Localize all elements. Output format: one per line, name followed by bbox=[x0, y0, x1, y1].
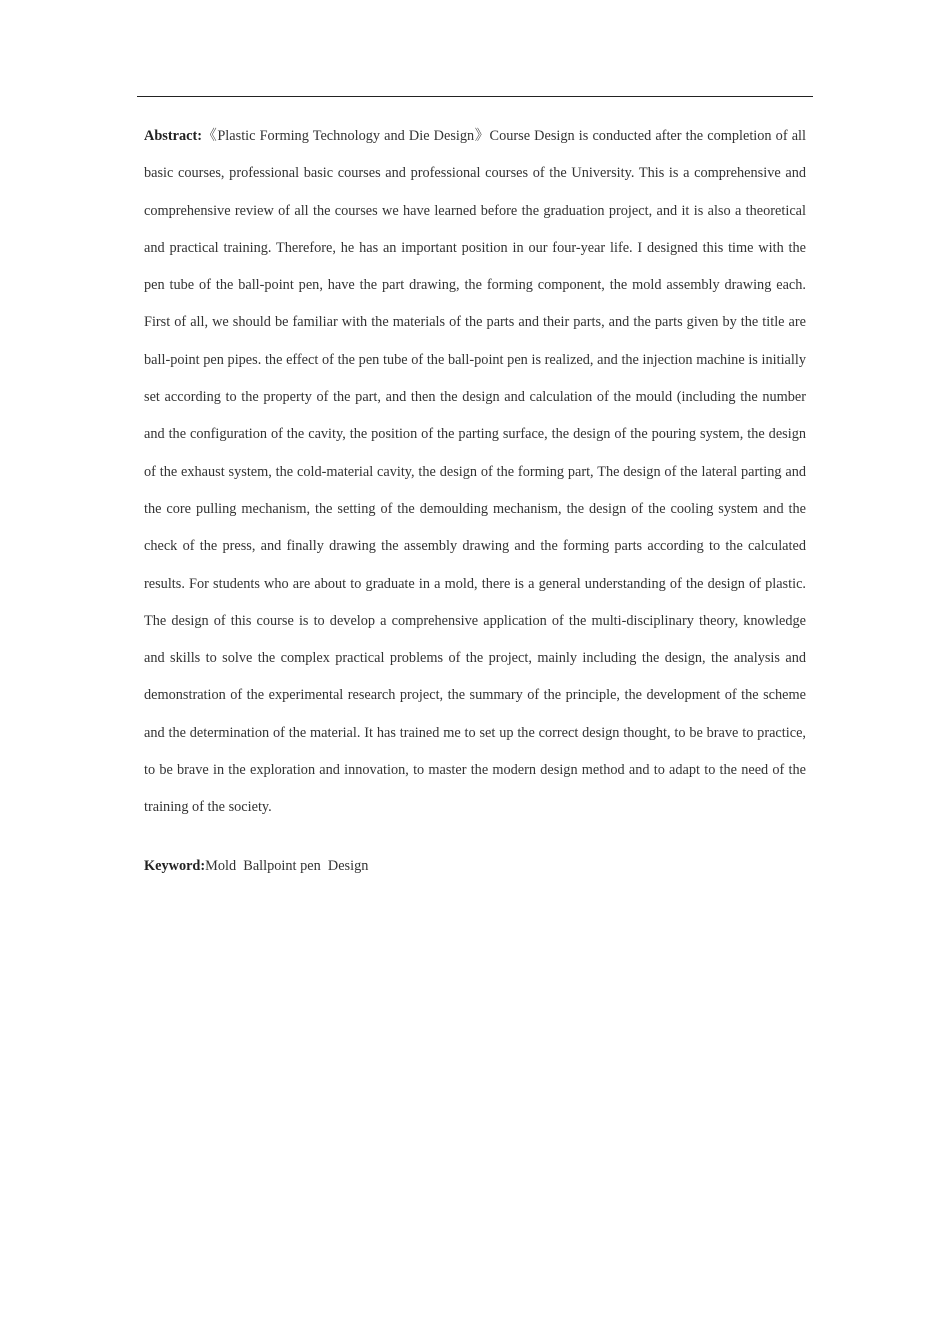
abstract-text: 《Plastic Forming Technology and Die Design》Course Design is conducted after the completion of all basic courses, professional basic courses and professional courses of the University. This is a comprehensive and comprehensive review of all the courses we have learned before the graduation project, and it is also a theoretical and practical training. Therefore, he has an important position in our four-year life. I designed this time with the pen tube of the ball-point pen, have the part drawing, the forming component, the mold assembly drawing each. First of all, we should be familiar with the materials of the parts and their parts, and the parts given by the title are ball-point pen pipes. the effect of the pen tube of the ball-point pen is realized, and the injection machine is initially set according to the property of the part, and then the design and calculation of the mould (including the number and the configuration of the cavity, the position of the parting surface, the design of the pouring system, the design of the exhaust system, the cold-material cavity, the design of the forming part, The design of the lateral parting and the core pulling mechanism, the setting of the demoulding mechanism, the design of the cooling system and the check of the press, and finally drawing the assembly drawing and the forming parts according to the calculated results. For students who are about to graduate in a mold, there is a general understanding of the design of plastic. The design of this course is to develop a comprehensive application of the multi-disciplinary theory, knowledge and skills to solve the complex practical problems of the project, mainly including the design, the analysis and demonstration of the experimental research project, the summary of the principle, the development of the scheme and the determination of the material. It has trained me to set up the correct design thought, to be brave to practice, to be brave in the exploration and innovation, to master the modern design method and to adapt to the need of the training of the society. bbox=[144, 128, 806, 816]
abstract-paragraph bbox=[144, 118, 806, 827]
header-rule bbox=[137, 96, 813, 97]
keywords-label: Keyword: bbox=[144, 858, 206, 874]
keywords-line bbox=[144, 848, 806, 885]
abstract-label: Abstract: bbox=[144, 128, 202, 144]
keywords-text: Mold Ballpoint pen Design bbox=[205, 858, 369, 874]
